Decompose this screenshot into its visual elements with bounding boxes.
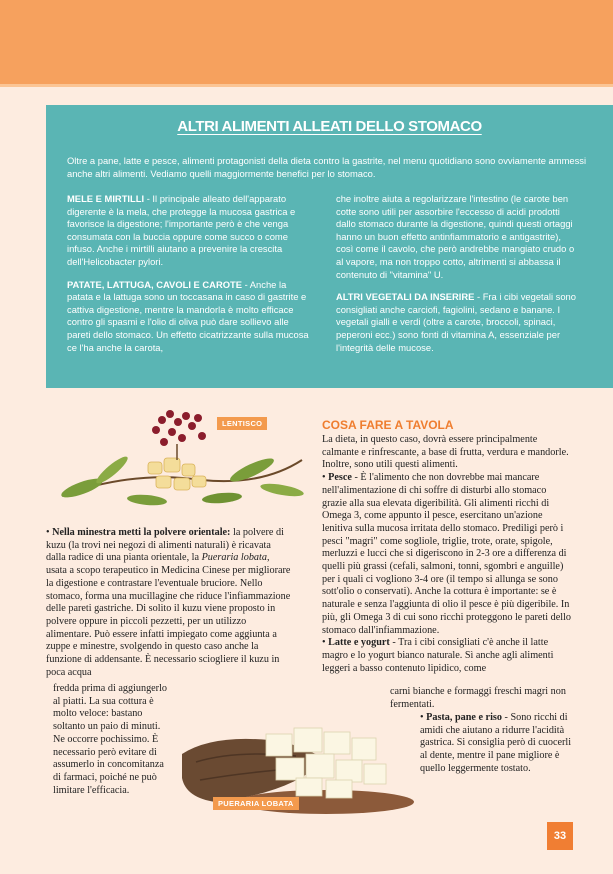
box-paragraph-mele [67, 193, 311, 269]
label-lentisco: LENTISCO [217, 417, 267, 430]
box-text-mele: - Il principale alleato dell'apparato digerente è la mela, che protegge la mucosa gastrica e favorisce la digestione; l'importante però è che venga consumata con la buccia oppure come succo o come infuso. Anche i mirtilli aiutano a prevenire la crescita dell'Helicobacter pylori. [67, 193, 296, 267]
right-column-text [322, 434, 572, 675]
box-heading-vegetali: ALTRI VEGETALI DA INSERIRE [336, 291, 475, 303]
pesce-text: - È l'alimento che non dovrebbe mai mancare nell'alimentazione di chi soffre di disturbi allo stomaco grazie alla sua elevata digeribilità. Gli alimenti ricchi di Omega 3, come appunto il pesce, esercitano un'azione lenitiva sulla mucosa irritata dello stomaco. Prediligi però i pesci "magri" come sogliole, triglie, trote, orate, spigole, merluzzi e lucci che si digeriscono in 2-3 ore a differenza di quelli più grassi (cefali, salmoni, tonni, sgombri e anguille) per i quali ci vogliono 3-4 ore (il tempo si allunga se sono sott'olio o conservati). Anche la cottura è importante: se è naturale e senza l'aggiunta di olio il pesce è più digeribile. In più, gli Omega 3 di cui sono ricchi proteggono le pareti dello stomaco dall'infiammazione. [322, 472, 571, 636]
left-column-text-narrow [53, 683, 173, 797]
right-intro: La dieta, in questo caso, dovrà essere principalmente calmante e rinfrescante, a base di frutta, verdura e mandorle. Inoltre, sono utili questi alimenti. [322, 434, 569, 471]
left-text-c: fredda prima di aggiungerlo al piatti. La sua cottura è molto veloce: bastano soltanto un paio di minuti. Ne occorre pochissimo. È necessario però evitare di assumerlo in concomitanza di farmaci, poiché ne può limitare l'efficacia. [53, 683, 168, 796]
box-text-patate: - Anche la patata e la lattuga sono un toccasana in caso di gastrite e cattiva digestione, mentre la mandorla è molto efficace contro gli spasmi e l'olio di oliva può dare sollievo alle pareti dello stomaco. Un effetto cicatrizzante sulla mucosa ce l'ha anche la carota, [67, 278, 309, 353]
box-intro: Oltre a pane, latte e pesce, alimenti protagonisti della dieta contro la gastrite, nel menu quotidiano sono ovviamente ammessi anche altri alimenti. Vediamo quelli maggiormente benefici per lo stomaco. [67, 155, 587, 179]
right-latte: • Latte e yogurt - Tra i cibi consigliati c'è anche il latte magro e lo yogurt bianco naturale. Sì anche agli alimenti leggeri a basso contenuto lipidico, come [322, 637, 554, 674]
right-pesce: • Pesce - È l'alimento che non dovrebbe mai mancare nell'alimentazione di chi soffre di disturbi allo stomaco grazie alla sua elevata digeribilità. Gli alimenti ricchi di Omega 3, come appunto il pesce, esercitano un'azione lenitiva sulla mucosa irritata dello stomaco. Prediligi però i pesci "magri" come sogliole, triglie, trote, orate, spigole, merluzzi e lucci che si digeriscono in 2-3 ore a differenza di quelli più grassi (cefali, salmoni, tonni, sgombri e anguille) per i quali ci vogliono 3-4 ore (il tempo si allunga se sono sott'olio o conservati). Anche la cottura è importante: se è naturale e senza l'aggiunta di olio il pesce è più digeribile. In più, gli Omega 3 di cui sono ricchi proteggono le pareti dello stomaco dall'infiammazione. [322, 472, 571, 636]
box-heading-mele: MELE E MIRTILLI [67, 193, 145, 204]
info-box [46, 105, 613, 388]
box-paragraph-patate [67, 279, 311, 355]
top-color-band [0, 0, 613, 87]
box-title: ALTRI ALIMENTI ALLEATI DELLO STOMACO [177, 118, 482, 135]
right-column-narrow [390, 686, 572, 711]
box-paragraph-carota: che inoltre aiuta a regolarizzare l'intestino (le carote ben cotte sono utili per assorbire l'eccesso di acidi prodotti dallo stomaco durante la digestione, quindi questi ortaggi hanno un buon effetto antinfiammatorio e antigastrite), così come il cavolo, che però andrebbe mangiato crudo o al vapore, ma non troppo cotto, altrimenti si abbassa il contenuto di "vitamina" U. [336, 193, 575, 280]
left-text-a: la polvere di kuzu (la trovi nei negozi di alimenti naturali) è ricavata dalla radice di una pianta orientale, la [46, 527, 284, 564]
page-number: 33 [547, 822, 573, 850]
left-italic: Pueraria lobata [201, 552, 267, 564]
lentisco-image [52, 400, 308, 512]
pasta-text: - Sono ricchi di amidi che aiutano a ridurre l'acidità gastrica. Si consiglia però di cuocerli al dente, mentre il pane migliore è quello leggermente tostato. [420, 712, 572, 774]
right-pasta: • Pasta, pane e riso - Sono ricchi di amidi che aiutano a ridurre l'acidità gastrica. Si consiglia però di cuocerli al dente, mentre il pane migliore è quello leggermente tostato. [420, 712, 572, 774]
right-column-pasta [420, 712, 572, 776]
box-heading-patate: PATATE, LATTUGA, CAVOLI E CAROTE [67, 278, 242, 290]
pasta-heading: Pasta, pane e riso [426, 712, 502, 723]
latte-text-a: - Tra i cibi consigliati c'è anche il latte magro e lo yogurt bianco naturale. Sì anche agli alimenti leggeri a basso contenuto lipidico, come [322, 637, 554, 674]
label-pueraria: PUERARIA LOBATA [213, 797, 299, 810]
latte-heading: Latte e yogurt [328, 637, 390, 649]
latte-text-b: carni bianche e formaggi freschi magri non fermentati. [390, 686, 566, 710]
left-text-b: , usata a scopo terapeutico in Medicina Cinese per migliorare la digestione e contrastare l'eventuale bruciore. Nello stomaco, forma una mucillagine che riduce l'infiammazione delle pareti gastriche. Di solito il kuzu viene proposto in polvere oppure in piccoli pezzetti, per un utilizzo alimentare. Può essere infatti impiegato come aggiunta a zuppe e minestre, svolgendo in questo caso anche la funzione di addensante. È necessario sciogliere il kuzu in poca acqua [46, 552, 291, 678]
box-text-vegetali: - Fra i cibi vegetali sono consigliati anche carciofi, fagiolini, sedano e banane. I vegetali gialli e verdi (oltre a carote, broccoli, spinaci, peperoni ecc.) sono fonti di vitamina A, essenziale per l'integrità delle mucose. [336, 291, 576, 353]
left-paragraph: • Nella minestra metti la polvere orientale: la polvere di kuzu (la trovi nei negozi di alimenti naturali) è ricavata dalla radice di una pianta orientale, la Pueraria lobata, usata a scopo terapeutico in Medicina Cinese per migliorare la digestione e contrastare l'eventuale bruciore. Nello stomaco, forma una mucillagine che riduce l'infiammazione delle pareti gastriche. Di solito il kuzu viene proposto in polvere oppure in piccoli pezzetti, per un utilizzo alimentare. Può essere infatti impiegato come aggiunta a zuppe e minestre, svolgendo in questo caso anche la funzione di addensante. È necessario sciogliere il kuzu in poca acqua [46, 527, 291, 678]
pesce-heading: Pesce [328, 472, 352, 484]
section-heading: COSA FARE A TAVOLA [322, 418, 454, 432]
box-column-left [67, 193, 311, 364]
box-paragraph-vegetali [336, 291, 580, 354]
left-bullet-heading: Nella minestra metti la polvere orientale: [52, 527, 231, 538]
left-column-text [46, 527, 292, 679]
box-column-right [336, 193, 580, 364]
